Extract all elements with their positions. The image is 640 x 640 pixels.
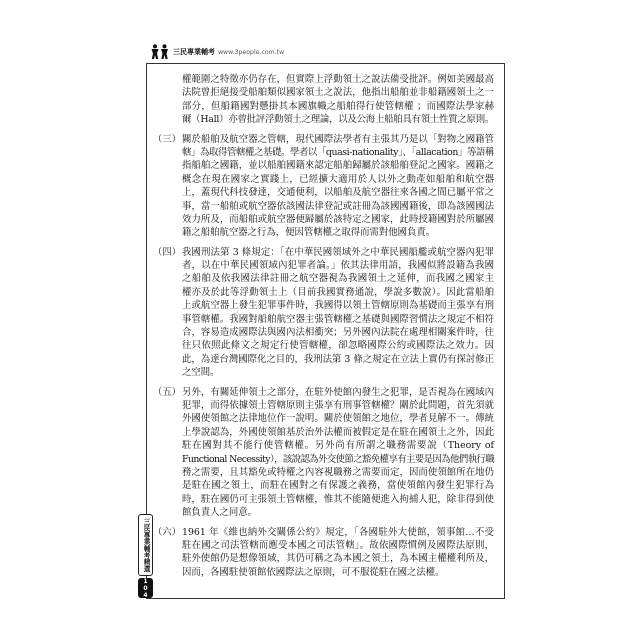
brand-name: 三民專業輔考 [173, 48, 215, 56]
text-line: 務之需要，且其豁免或特權之內容視職務之需要而定，因而使領館所在地仍 [182, 466, 494, 478]
text-line: 另外，有關延伸領土之部分，在駐外使館內發生之犯罪，是否視為在國域內 [182, 386, 494, 398]
page-header [150, 44, 370, 60]
side-tab-title: 三民專業輔考精選 [138, 514, 153, 576]
text-line: 權亦及於此等浮動領土上（目前我國實務通說，學說多數說）。因此當船舶 [182, 286, 494, 298]
text-line: 爾（Hall）亦曾批評浮動領土之理論，以及公海上船舶具有領土性質之原則。 [182, 114, 494, 126]
text-line: 籍之船舶航空器之行為，便因管轄權之取得而需對他國負責。 [182, 227, 436, 239]
paragraph-4 [152, 246, 494, 380]
text-line: 之船舶及依我國法律註冊之航空器視為我國領土之延伸，而我國之國家主 [182, 273, 494, 285]
text-line: Functional Necessity），該說認為外交使節之豁免權享有主要是因為他們執行職 [182, 453, 494, 465]
text-line: 法院曾拒絕接受船舶類似國家領土之說法，他指出船舶並非船籍國領土之一 [182, 87, 494, 99]
side-tab [138, 514, 153, 598]
text-line: 事管轄權。我國對船舶航空器主張管轄權之基礎與國際習慣法之規定不相符 [182, 313, 494, 325]
text-line: 1961 年《維也納外交關係公約》規定，「各國駐外大使館，領事館…不受 [182, 526, 494, 538]
text-line: 我國刑法第 3 條規定：「在中華民國領域外之中華民國船艦或航空器內犯罪 [182, 246, 494, 258]
text-line: 上或航空器上發生犯罪事件時，我國得以領土管轄原則為基礎而主張享有刑 [182, 300, 494, 312]
text-line: 上學說認為，外國使領館基於治外法權而被假定是在駐在國領土之外，因此 [182, 426, 494, 438]
text-line: 時，駐在國仍可主張領土管轄權，惟其不能隨便進入拘捕人犯，除非得到使 [182, 493, 494, 505]
paragraph-continuation [182, 73, 494, 127]
logo-icon [150, 44, 170, 60]
text-line: 之空間。 [182, 367, 220, 379]
text-line: 外國使領館之法律地位作一說明。關於使領館之地位，學者見解不一。傳統 [182, 413, 494, 425]
text-line: 者，以在中華民國領域內犯罪者論。」依其法律用語，我國似將設籍為我國 [182, 260, 494, 272]
text-line: 駐外使館仍是想像領域，其仍可稱之為本國之領土，為本國主權權利所及， [182, 553, 494, 565]
paragraph-3 [152, 133, 494, 240]
body-text [152, 73, 494, 585]
paragraph-label: （六） [152, 526, 181, 538]
text-line: 轄」為取得管轄權之基礎。學者以「quasi-nationality」、「allacation」等語稱 [182, 146, 494, 158]
paragraph-label: （五） [152, 386, 181, 398]
text-line: 因而，各國駐使領館依國際法之原則，可不服從駐在國之法權。 [182, 566, 445, 578]
paragraph-label: （四） [152, 246, 181, 258]
website-url: www.3people.com.tw [218, 49, 285, 56]
paragraph-5 [152, 386, 494, 520]
text-line: 效力所及，而船舶或航空器便歸屬於該特定之國家，此時授籍國對於所屬國 [182, 213, 494, 225]
paragraph-6 [152, 526, 494, 580]
text-line: 館負責人之同意。 [182, 507, 258, 519]
text-line: 往只依照此條文之規定行使管轄權，卻忽略國際公約或國際法之效力。因 [182, 340, 494, 352]
text-line: 犯罪，而得依據領土管轄原則主張享有刑事管轄權？關於此問題，首先須就 [182, 399, 494, 411]
text-line: 關於船舶及航空器之管轄，現代國際法學者有主張其乃是以「對物之國籍管 [182, 133, 494, 145]
paragraph-label: （三） [152, 133, 181, 145]
text-line: 駐在國對其不能行使管轄權。另外尚有所謂之職務需要說（Theory of [182, 440, 494, 452]
text-line: 上，蓋現代科技發達，交通便利，以船舶及航空器往來各國之間已屬平常之 [182, 187, 494, 199]
text-line: 指船舶之國籍，並以船舶國籍來認定船舶歸屬於該船舶登記之國家。國籍之 [182, 160, 494, 172]
page-number: 104 [138, 578, 153, 598]
text-line: 此，為達台灣國際化之目的，我刑法第 3 條之規定在立法上實仍有探討修正 [182, 353, 494, 365]
text-line: 合，容易造成國際法與國內法相衝突；另外國內法院在處理相關案件時，往 [182, 327, 494, 339]
text-line: 部分，但船籍國對懸掛其本國旗幟之船舶得行使管轄權 ；而國際法學家赫 [182, 100, 494, 112]
text-line: 事，當一船舶或航空器依該國法律登記或註冊為該國國籍後，即為該國國法 [182, 200, 494, 212]
text-line: 是駐在國之領土，而駐在國對之有保護之義務，當使領館內發生犯罪行為 [182, 480, 494, 492]
text-line: 駐在國之司法管轄而應受本國之司法管轄」。故依國際慣例及國際法原則， [182, 539, 494, 551]
text-line: 概念在現在國家之實踐上，已經擴大適用於人以外之動產如船舶和航空器 [182, 173, 494, 185]
text-line: 權範圍之特徵亦仍存在，但實際上浮動領土之說法備受批評。例如美國最高 [182, 74, 494, 85]
